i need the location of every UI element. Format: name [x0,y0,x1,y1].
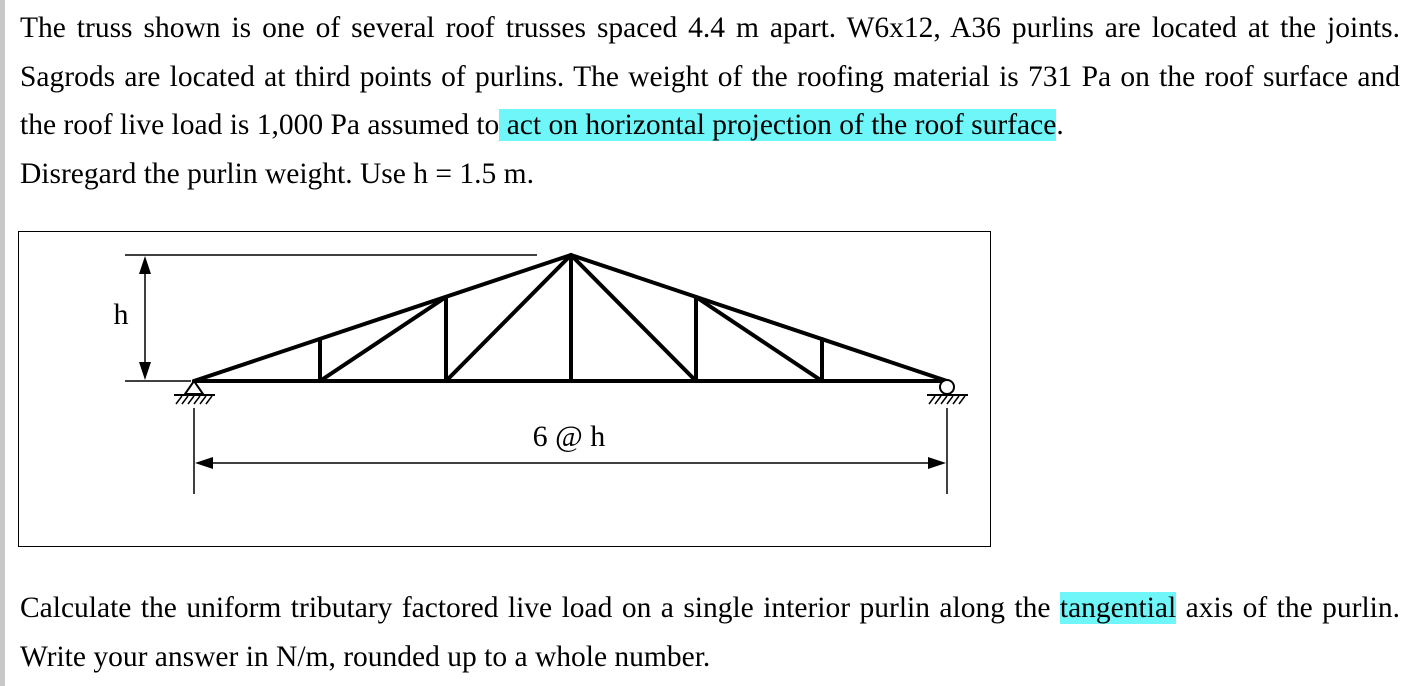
span-arrow-left-icon [195,457,213,469]
height-arrow-up-icon [139,256,151,274]
pin-support-icon [174,381,215,404]
span-label: 6 @ h [532,420,606,453]
truss-members [194,255,947,381]
top-chord-right [571,255,947,381]
height-arrow-down-icon [139,362,151,380]
highlighted-phrase-horizontal-projection[interactable]: act on horizontal projection of the roof surface [499,109,1057,141]
question-text-part2: axis of the purlin. Write your answer in N/m, rounded up to a whole number. [20,592,1400,673]
roller-support-icon [927,380,968,404]
problem-text-part1: The truss shown is one of several roof trusses spaced 4.4 m apart. W6x12, A36 purlins are located at the joints. Sagrods are located at third points of purlins. The weight of the roofing material is 731 Pa on the roof surface and the roof live load is 1,000 Pa assumed to [20,12,1400,141]
truss-figure [18,231,991,547]
diagonal-member-1 [320,297,446,381]
top-chord-left [194,255,571,381]
question-statement [20,584,1400,681]
problem-statement [20,4,1400,198]
problem-text-line-disregard: Disregard the purlin weight. Use h = 1.5 m. [20,157,534,190]
height-label: h [113,298,129,331]
question-text-part1: Calculate the uniform tributary factored live load on a single interior purlin along the [20,592,1060,624]
left-margin-rule [0,0,5,686]
highlighted-word-tangential[interactable]: tangential [1059,592,1177,624]
diagonal-member-4 [696,297,822,381]
problem-text-period: . [1056,109,1064,141]
span-arrow-right-icon [928,457,946,469]
truss-diagram [19,232,992,548]
